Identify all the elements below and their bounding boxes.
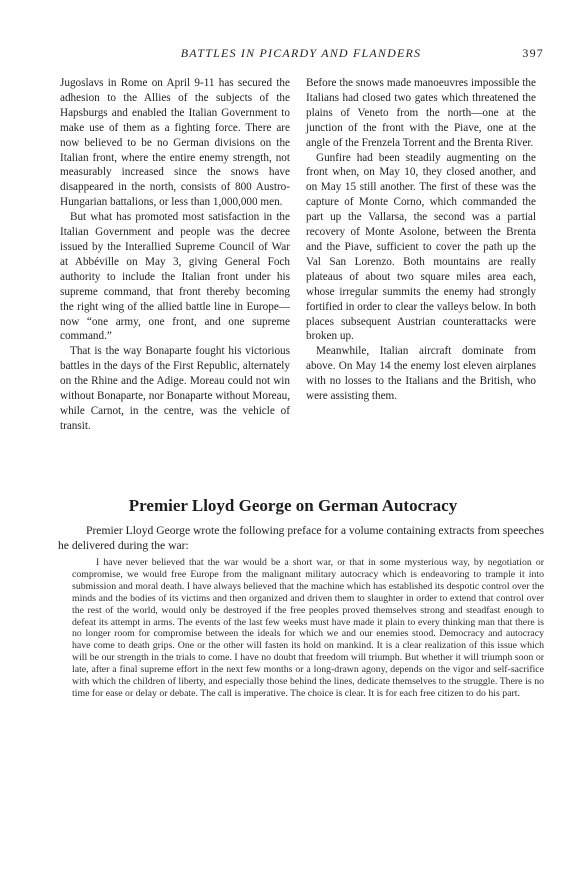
paragraph: Gunfire had been steadily augmenting on the front when, on May 10, they closed another, and on May 15 still another. The first of these was the capture of Monte Corno, which commanded the part up the Vallarsa, the second was a partial recovery of Monte Asolone, between the Brenta and the Piave, sufficient to cover the path up the Val San Lorenzo. Both mountains are really plateaus of about two square miles area each, whose irregular summits the enemy had strongly fortified in order to clear the valleys below. In both places subsequent Austrian counterattacks were broken up. — [306, 151, 536, 343]
left-column — [60, 76, 290, 434]
running-title: BATTLES IN PICARDY AND FLANDERS — [180, 46, 422, 60]
speech-quote: I have never believed that the war would be a short war, or that in some mysterious way, by negotiation or compromise, we would free Europe from the malignant military autocracy which is endeavoring to trample it into submission and moral death. I have always believed that the machine which has established its despotic control over the minds and the bodies of its victims and then organized and driven them to slaughter in order to extend that control over the rest of the world, would only be destroyed if the free peoples proved themselves strong and steadfast enough to defeat its attempt in arms. The events of the last few weeks must have made it plain to every thinking man that there is no longer room for compromise between the ideals for which we and our enemies stood. Democracy and autocracy have come to death grips. One or the other will fasten its hold on mankind. It is a clear realization of this issue which will be our strength in the trials to come. I have no doubt that freedom will triumph. But whether it will triumph soon or late, after a final supreme effort in the next few months or a long-drawn agony, depends on the vigor and self-sacrifice with which the children of liberty, and especially those behind the lines, dedicate themselves to the struggle. There is no time for ease or delay or debate. The call is imperative. The choice is clear. It is for each free citizen to do his part. — [72, 557, 544, 699]
article-title: Premier Lloyd George on German Autocracy — [128, 496, 458, 515]
paragraph: Jugoslavs in Rome on April 9-11 has secured the adhesion to the Allies of the subjects of the Hapsburgs and enabled the Italian Government to make use of them as a fighting force. There are now believed to be no German divisions on the Italian front, where the entire enemy strength, not measurably increased since the snows have disappeared in the north, consists of 800 Austro-Hungarian battalions, or less than 1,000,000 men. — [60, 77, 290, 209]
paragraph: Before the snows made manoeuvres impossible the Italians had closed two gates which threatened the plains of Veneto from the north—one at the junction of the front with the Piave, one at the angle of the Frenzela Torrent and the Brenta River. — [306, 77, 536, 149]
article-intro: Premier Lloyd George wrote the following preface for a volume containing extracts from speeches he delivered during the war: — [58, 524, 544, 552]
paragraph: But what has promoted most satisfaction in the Italian Government and people was the decree issued by the Interallied Supreme Council of War at Abbéville on May 3, giving General Foch authority to include the Italian front under his supreme command, that front thereby becoming the right wing of the allied battle line in Europe—now “one army, one front, and one supreme command.” — [60, 211, 290, 343]
running-head — [58, 46, 544, 64]
paragraph: That is the way Bonaparte fought his victorious battles in the days of the First Republic, alternately on the Rhine and the Adige. Moreau could not win without Bonaparte, nor Bonaparte without Moreau, while Carnot, in the centre, was the vehicle of transit. — [60, 345, 290, 432]
page-number: 397 — [522, 46, 544, 60]
paragraph: Meanwhile, Italian aircraft dominate from above. On May 14 the enemy lost eleven airplanes with no losses to the Italians and the British, who were assisting them. — [306, 345, 536, 403]
right-column — [306, 76, 536, 404]
